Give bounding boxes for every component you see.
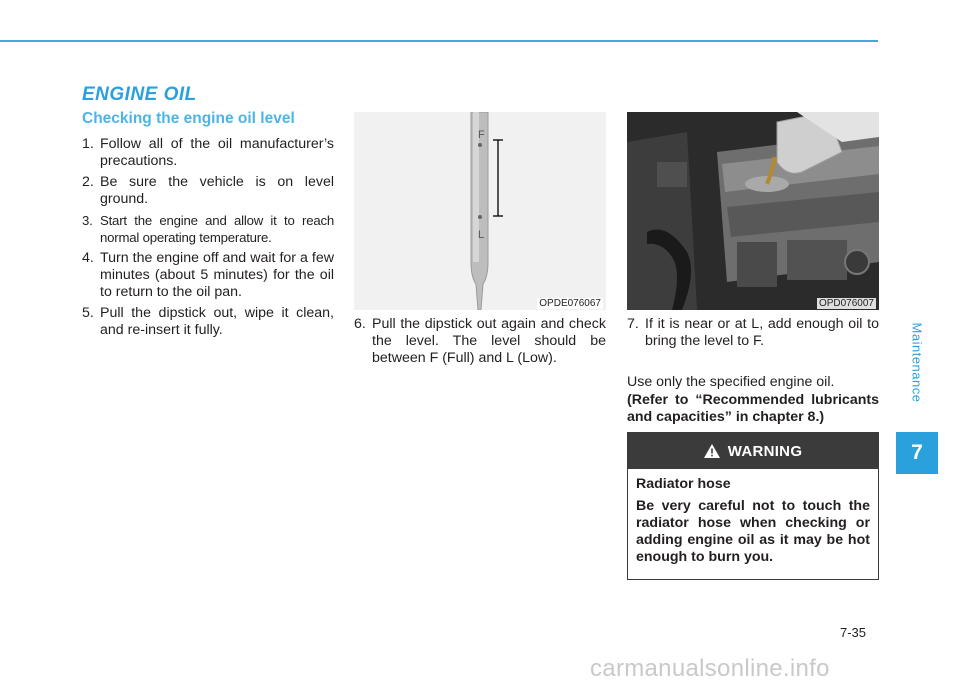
chapter-tab: 7 <box>896 432 938 474</box>
page-number: 7-35 <box>840 625 867 640</box>
header-rule <box>0 40 878 42</box>
engine-oil-fill-figure <box>627 112 879 310</box>
figure-code: OPD076007 <box>818 298 874 309</box>
list-item: 3. Start the engine and allow it to reach normal operating temperature. <box>82 213 334 245</box>
figure-code: OPDE076067 <box>539 298 601 309</box>
warning-box <box>627 432 879 580</box>
list-item: 5. Pull the dipstick out, wipe it clean, and re-insert it fully. <box>82 305 334 338</box>
step-7: 7. If it is near or at L, add enough oil to bring the level to F. <box>627 316 879 349</box>
watermark: carmanualsonline.info <box>590 655 830 682</box>
warning-text: Be very careful not to touch the radiator hose when checking or adding engine oil as it may be hot enough to burn you. <box>636 498 870 565</box>
oil-spec-note: Use only the specified engine oil. <box>627 374 835 390</box>
list-item: 4. Turn the engine off and wait for a few minutes (about 5 minutes) for the oil to return to the oil pan. <box>82 250 334 300</box>
warning-header <box>628 433 878 469</box>
subsection-title: Checking the engine oil level <box>82 110 295 127</box>
step-6: 6. Pull the dipstick out again and check the level. The level should be between F (Full) and L (Low). <box>354 316 606 366</box>
full-mark-label: F <box>478 129 485 141</box>
dipstick-figure <box>354 112 606 310</box>
chapter-side-label: Maintenance <box>909 322 925 402</box>
oil-spec-reference: (Refer to “Recommended lubricants and capacities” in chapter 8.) <box>627 392 879 425</box>
list-item: 1. Follow all of the oil manufacturer’s precautions. <box>82 136 334 169</box>
warning-title: Radiator hose <box>636 476 731 492</box>
engine-illustration <box>627 112 879 310</box>
list-item: 2. Be sure the vehicle is on level ground. <box>82 174 334 207</box>
procedure-steps <box>82 136 334 343</box>
low-mark-label: L <box>478 229 485 241</box>
dipstick-illustration <box>354 112 606 310</box>
warning-label: WARNING <box>727 442 803 460</box>
section-title: ENGINE OIL <box>82 84 197 105</box>
warning-triangle-icon <box>704 444 720 458</box>
